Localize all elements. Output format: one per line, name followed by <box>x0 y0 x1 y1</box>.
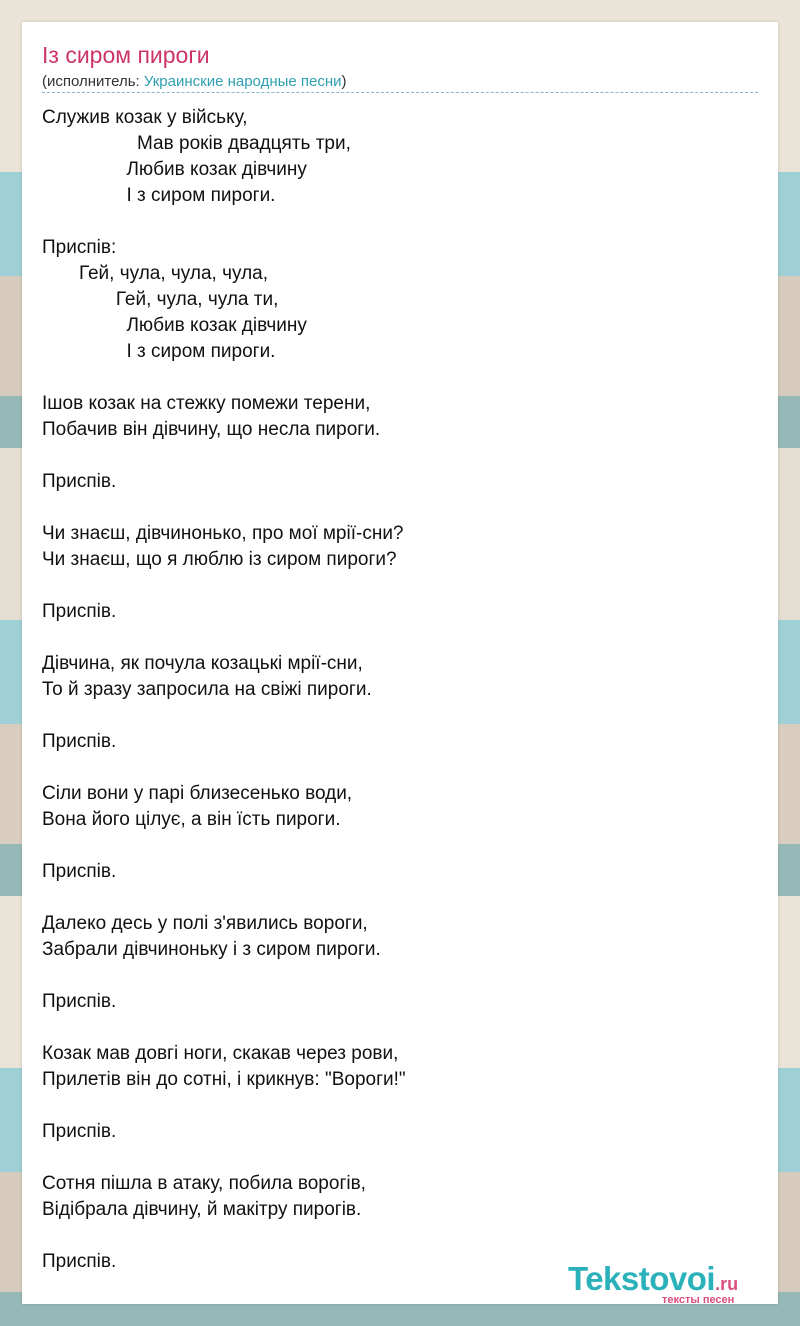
lyric-line <box>42 1223 758 1249</box>
lyric-line: То й зразу запросила на свіжі пироги. <box>42 679 372 700</box>
lyric-line: Козак мав довгі ноги, скакав через рови, <box>42 1043 399 1064</box>
lyric-line: Приспів. <box>42 601 117 622</box>
lyrics-card <box>22 22 778 1304</box>
lyric-line: Приспів. <box>42 1121 117 1142</box>
lyric-line: Дівчина, як почула козацькі мрії-сни, <box>42 653 363 674</box>
lyric-line: Приспів. <box>42 991 117 1012</box>
lyric-line <box>42 495 758 521</box>
lyric-line: І з сиром пироги. <box>42 341 276 362</box>
lyric-line: Приспів. <box>42 861 117 882</box>
lyric-line <box>42 833 758 859</box>
lyric-line: Сотня пішла в атаку, побила ворогів, <box>42 1173 366 1194</box>
lyric-line <box>42 365 758 391</box>
lyric-line <box>42 443 758 469</box>
lyric-line: Чи знаєш, що я люблю із сиром пироги? <box>42 549 397 570</box>
lyric-line <box>42 209 758 235</box>
lyric-line: Гей, чула, чула ти, <box>42 289 279 310</box>
lyric-line <box>42 885 758 911</box>
lyric-line: Побачив він дівчину, що несла пироги. <box>42 419 381 440</box>
artist-suffix: ) <box>341 73 347 90</box>
lyric-line: Сіли вони у парі близесенько води, <box>42 783 353 804</box>
artist-link[interactable]: Украинские народные песни <box>143 73 342 90</box>
lyric-line: Відібрала дівчину, й макітру пирогів. <box>42 1199 362 1220</box>
lyric-line <box>42 1015 758 1041</box>
lyric-line <box>42 963 758 989</box>
artist-prefix: (исполнитель: <box>42 73 144 90</box>
site-logo[interactable] <box>568 1262 778 1306</box>
logo-tld: .ru <box>715 1274 739 1294</box>
lyric-line <box>42 573 758 599</box>
lyric-line: І з сиром пироги. <box>42 185 276 206</box>
lyric-line: Гей, чула, чула, чула, <box>42 263 269 284</box>
lyric-line: Ішов козак на стежку помежи терени, <box>42 393 371 414</box>
lyrics-body <box>42 105 758 1275</box>
lyric-line: Приспів: <box>42 237 117 258</box>
lyric-line: Любив козак дівчину <box>42 159 307 180</box>
lyric-line: Любив козак дівчину <box>42 315 307 336</box>
logo-name: Tekstovoi <box>568 1260 716 1297</box>
lyric-line: Приспів. <box>42 1251 117 1272</box>
logo-tagline: тексты песен <box>662 1294 735 1306</box>
lyric-line: Чи знаєш, дівчинонько, про мої мрії-сни? <box>42 523 404 544</box>
lyric-line: Прилетів він до сотні, і крикнув: "Вороги!" <box>42 1069 406 1090</box>
lyric-line: Забрали дівчиноньку і з сиром пироги. <box>42 939 381 960</box>
lyric-line <box>42 703 758 729</box>
lyric-line: Приспів. <box>42 471 117 492</box>
artist-line <box>42 73 758 93</box>
lyric-line: Далеко десь у полі з'явились вороги, <box>42 913 368 934</box>
lyric-line: Приспів. <box>42 731 117 752</box>
lyric-line <box>42 625 758 651</box>
lyric-line: Мав років двадцять три, <box>42 133 351 154</box>
lyric-line: Вона його цілує, а він їсть пироги. <box>42 809 341 830</box>
lyric-line <box>42 1145 758 1171</box>
song-title: Із сиром пироги <box>42 42 210 68</box>
lyric-line <box>42 755 758 781</box>
lyric-line: Служив козак у війську, <box>42 107 248 128</box>
lyric-line <box>42 1093 758 1119</box>
